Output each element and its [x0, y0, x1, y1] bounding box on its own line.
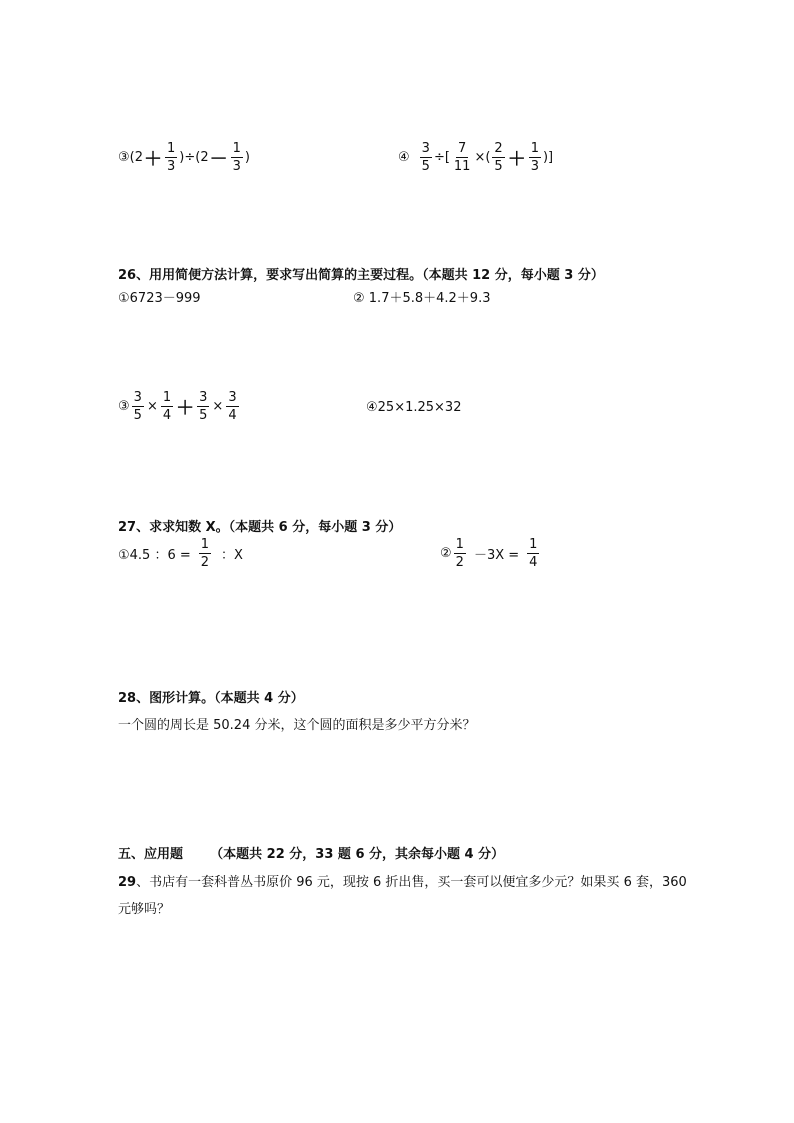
fraction: $\frac{3}{4}$ [228, 390, 237, 423]
fraction: $\frac{3}{5}$ [199, 390, 208, 423]
fraction: $\frac{1}{2}$ [200, 537, 210, 570]
q29-line-2: 元够吗？ [118, 902, 171, 917]
q26-problem-3: ③ $\frac{3}{5}$ × $\frac{1}{4}$ ＋ $\frac{3}{5}$ × $\frac{3}{4}$ [118, 390, 237, 423]
fraction: $\frac{1}{4}$ [529, 537, 538, 570]
fraction: $\frac{7}{11}$ [453, 141, 471, 174]
q26-heading: 26、用用简便方法计算，要求写出简算的主要过程。（本题共 12 分，每小题 3 分） [118, 268, 604, 283]
q26-problem-4: ④25×1.25×32 [366, 400, 462, 415]
fraction: $\frac{1}{3}$ [530, 141, 539, 174]
fraction: $\frac{1}{2}$ [455, 537, 464, 570]
q27-problem-1: ①4.5 ：6 = $\frac{1}{2}$ ：X [118, 537, 243, 570]
q26-problem-2: ② 1.7＋5.8＋4.2＋9.3 [353, 291, 491, 306]
fraction: $\frac{1}{3}$ [167, 141, 176, 174]
fraction: $\frac{3}{5}$ [421, 141, 430, 174]
q25-problem-4: ④ $\frac{3}{5}$ ÷[ $\frac{7}{11}$ ×( $\frac{2}{5}$ ＋ $\frac{1}{3}$ )] [398, 141, 554, 174]
section-5-heading: 五、应用题 （本题共 22 分，33 题 6 分，其余每小题 4 分） [118, 847, 505, 862]
fraction: $\frac{1}{4}$ [162, 390, 172, 423]
fraction: $\frac{1}{3}$ [232, 141, 241, 174]
q28-text: 一个圆的周长是 50.24 分米，这个圆的面积是多少平方分米？ [118, 718, 476, 733]
q25-problem-3: ③ (2 ＋ $\frac{1}{3}$ )÷(2 － $\frac{1}{3}$ ) [118, 141, 250, 174]
fraction: $\frac{3}{5}$ [133, 390, 142, 423]
q27-problem-2: ② $\frac{1}{2}$ －3X = $\frac{1}{4}$ [440, 537, 538, 570]
q27-heading: 27、求求知数 X。（本题共 6 分，每小题 3 分） [118, 520, 402, 535]
q28-heading: 28、图形计算。（本题共 4 分） [118, 691, 304, 706]
q26-problem-1: ①6723－999 [118, 291, 201, 306]
q29-line-1: 29、书店有一套科普丛书原价 96 元，现按 6 折出售，买一套可以便宜多少元？如果买 6 套，360 [118, 875, 687, 890]
fraction: $\frac{2}{5}$ [494, 141, 503, 174]
